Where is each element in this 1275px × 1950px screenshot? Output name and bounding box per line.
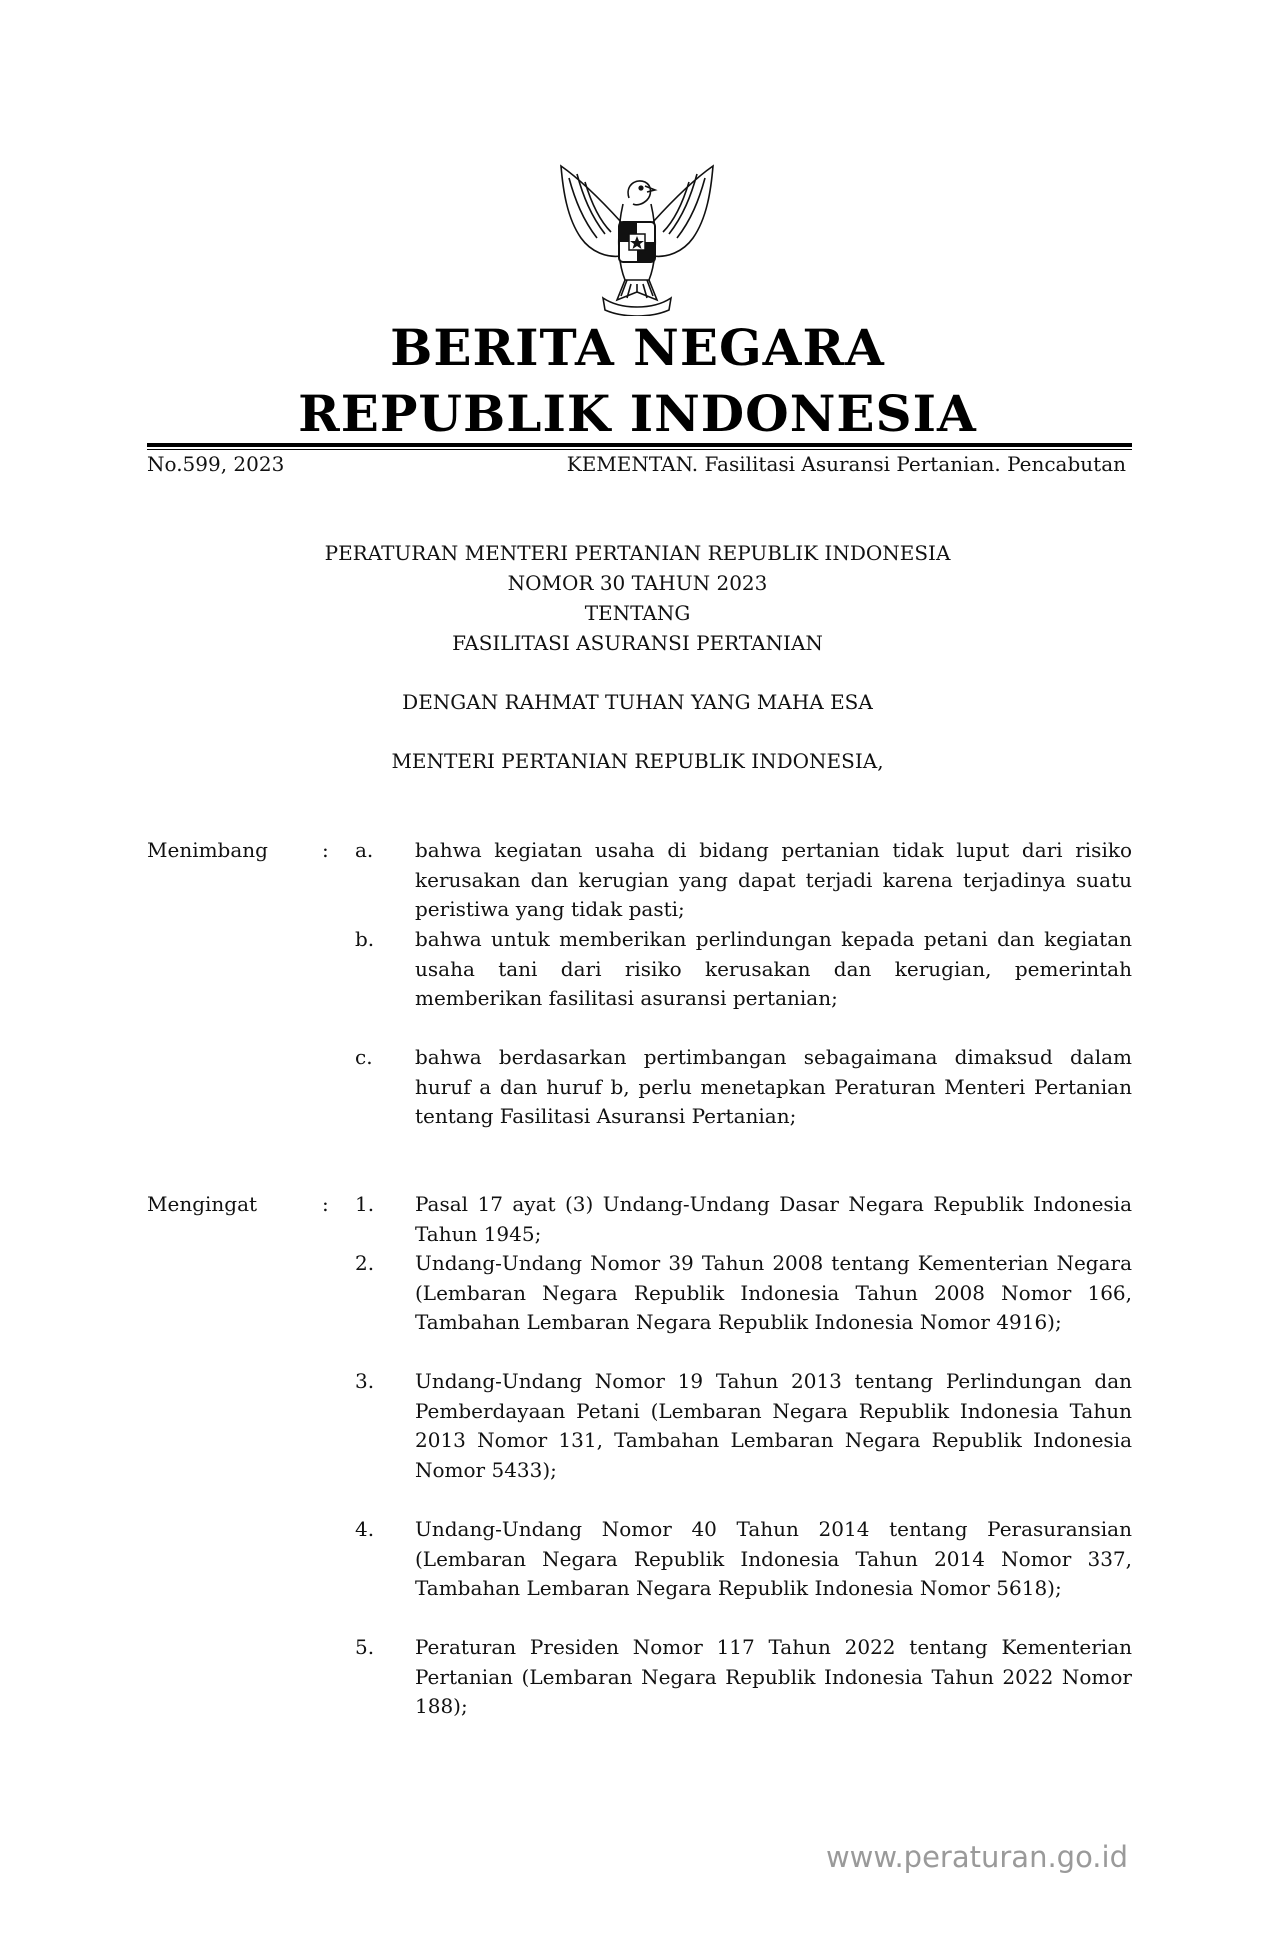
masthead-title: BERITA NEGARA <box>390 318 885 377</box>
menimbang-item-b: bahwa untuk memberikan perlindungan kepada petani dan kegiatan usaha tani dari risiko kerusakan dan kerugian, pemerintah memberikan fasilitasi asuransi pertanian; <box>415 927 1132 1010</box>
footer-website-link[interactable]: www.peraturan.go.id <box>825 1840 1128 1874</box>
regulation-about: TENTANG <box>584 601 691 625</box>
menimbang-marker-b: b. <box>355 927 375 951</box>
mengingat-marker-1: 1. <box>355 1192 375 1216</box>
mengingat-item-5: Peraturan Presiden Nomor 117 Tahun 2022 tentang Kementerian Pertanian (Lembaran Negara Republik Indonesia Tahun 2022 Nomor 188); <box>415 1635 1132 1718</box>
garuda-emblem-icon <box>551 160 723 316</box>
regulation-number: NOMOR 30 TAHUN 2023 <box>507 571 768 595</box>
mengingat-marker-5: 5. <box>355 1635 375 1659</box>
mengingat-marker-4: 4. <box>355 1517 375 1541</box>
menimbang-colon: : <box>322 838 329 862</box>
menimbang-label: Menimbang <box>147 838 268 862</box>
mengingat-item-3: Undang-Undang Nomor 19 Tahun 2013 tentang Perlindungan dan Pemberdayaan Petani (Lembaran Negara Republik Indonesia Tahun 2013 Nomor 131, Tambahan Lembaran Negara Republik Indonesia Nomor 5433); <box>415 1369 1132 1482</box>
menimbang-item-c: bahwa berdasarkan pertimbangan sebagaimana dimaksud dalam huruf a dan huruf b, perlu menetapkan Peraturan Menteri Pertanian tentang Fasilitasi Asuransi Pertanian; <box>415 1045 1132 1128</box>
gazette-subject: KEMENTAN. Fasilitasi Asuransi Pertanian. Pencabutan <box>566 452 1126 476</box>
header-rule-thin <box>147 449 1132 450</box>
mengingat-marker-2: 2. <box>355 1251 375 1275</box>
header-rule <box>147 443 1132 447</box>
mengingat-label: Mengingat <box>147 1192 258 1216</box>
mengingat-item-4: Undang-Undang Nomor 40 Tahun 2014 tentang Perasuransian (Lembaran Negara Republik Indonesia Tahun 2014 Nomor 337, Tambahan Lembaran Negara Republik Indonesia Nomor 5618); <box>415 1517 1132 1600</box>
mengingat-marker-3: 3. <box>355 1369 375 1393</box>
invocation: DENGAN RAHMAT TUHAN YANG MAHA ESA <box>402 690 873 714</box>
menimbang-marker-a: a. <box>355 838 374 862</box>
masthead-subtitle: REPUBLIK INDONESIA <box>298 384 977 443</box>
menimbang-marker-c: c. <box>355 1045 373 1069</box>
issuing-authority: MENTERI PERTANIAN REPUBLIK INDONESIA, <box>391 749 884 773</box>
gazette-number: No.599, 2023 <box>147 452 285 476</box>
mengingat-colon: : <box>322 1192 329 1216</box>
menimbang-item-a: bahwa kegiatan usaha di bidang pertanian tidak luput dari risiko kerusakan dan kerugian yang dapat terjadi karena terjadinya suatu peristiwa yang tidak pasti; <box>415 838 1132 921</box>
regulation-title-line1: PERATURAN MENTERI PERTANIAN REPUBLIK INDONESIA <box>324 541 951 565</box>
regulation-subject: FASILITASI ASURANSI PERTANIAN <box>452 631 823 655</box>
mengingat-item-1: Pasal 17 ayat (3) Undang-Undang Dasar Negara Republik Indonesia Tahun 1945; <box>415 1192 1132 1246</box>
mengingat-item-2: Undang-Undang Nomor 39 Tahun 2008 tentang Kementerian Negara (Lembaran Negara Republik Indonesia Tahun 2008 Nomor 166, Tambahan Lembaran Negara Republik Indonesia Nomor 4916); <box>415 1251 1132 1334</box>
